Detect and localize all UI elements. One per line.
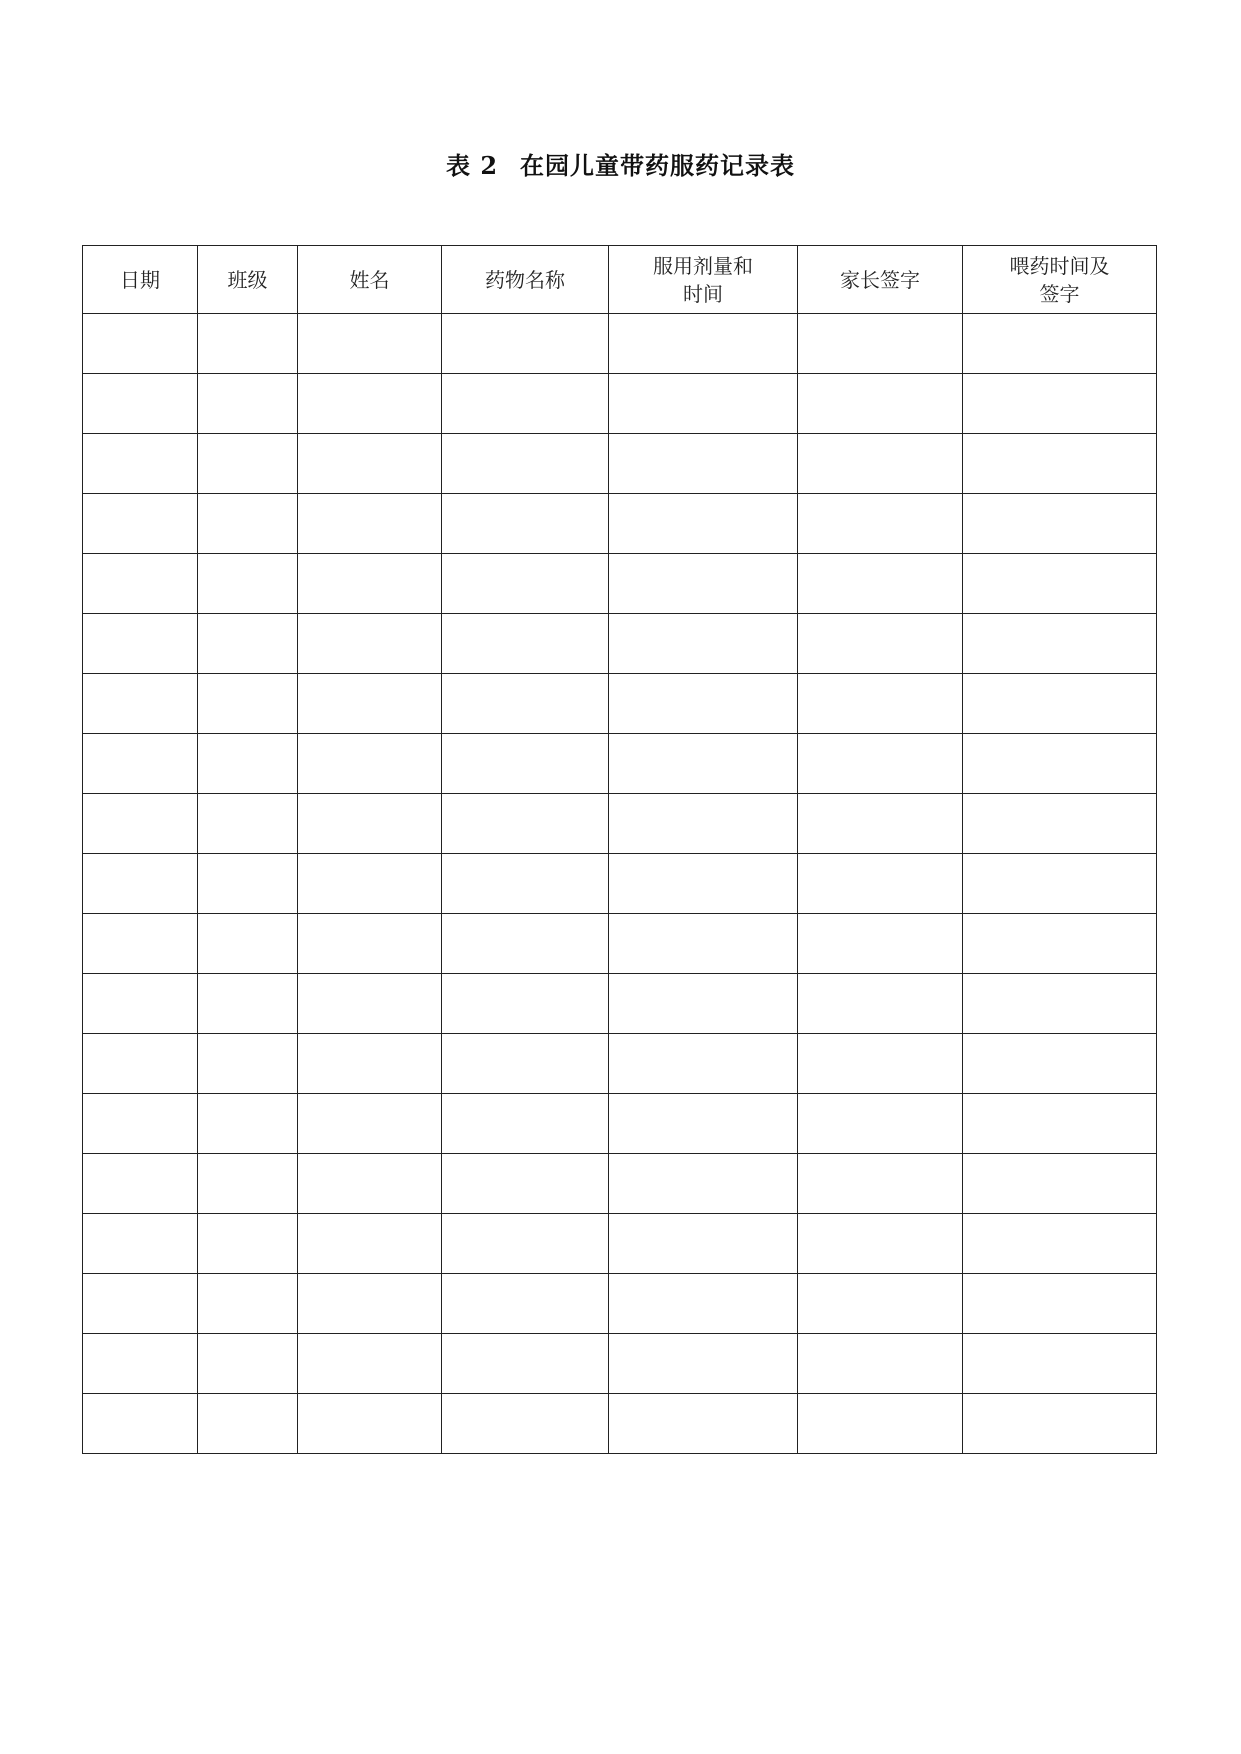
cell-date[interactable] (83, 1214, 198, 1274)
cell-parent-signature[interactable] (798, 1274, 963, 1334)
table-row (83, 794, 1157, 854)
cell-dosage-time[interactable] (609, 1094, 798, 1154)
cell-medicine-name[interactable] (442, 314, 609, 374)
cell-dosage-time[interactable] (609, 1334, 798, 1394)
cell-feeding-time-signature[interactable] (963, 614, 1157, 674)
cell-date[interactable] (83, 1394, 198, 1454)
cell-name[interactable] (298, 1334, 442, 1394)
cell-parent-signature[interactable] (798, 1214, 963, 1274)
table-row (83, 1334, 1157, 1394)
cell-dosage-time[interactable] (609, 1214, 798, 1274)
cell-name[interactable] (298, 614, 442, 674)
cell-date[interactable] (83, 1274, 198, 1334)
cell-parent-signature[interactable] (798, 1334, 963, 1394)
cell-class[interactable] (198, 1214, 298, 1274)
cell-date[interactable] (83, 854, 198, 914)
cell-medicine-name[interactable] (442, 374, 609, 434)
cell-class[interactable] (198, 1034, 298, 1094)
cell-date[interactable] (83, 1334, 198, 1394)
header-date: 日期 (83, 246, 198, 314)
cell-name[interactable] (298, 314, 442, 374)
cell-parent-signature[interactable] (798, 1394, 963, 1454)
cell-parent-signature[interactable] (798, 674, 963, 734)
cell-class[interactable] (198, 554, 298, 614)
header-row (83, 246, 1157, 314)
table-row (83, 554, 1157, 614)
cell-name[interactable] (298, 674, 442, 734)
cell-feeding-time-signature[interactable] (963, 374, 1157, 434)
cell-medicine-name[interactable] (442, 1394, 609, 1454)
header-medicine-name: 药物名称 (442, 246, 609, 314)
table-row (83, 434, 1157, 494)
cell-dosage-time[interactable] (609, 1034, 798, 1094)
header-dosage-time: 服用剂量和 时间 (609, 246, 798, 314)
cell-name[interactable] (298, 1094, 442, 1154)
cell-name[interactable] (298, 734, 442, 794)
cell-feeding-time-signature[interactable] (963, 794, 1157, 854)
cell-class[interactable] (198, 1274, 298, 1334)
cell-feeding-time-signature[interactable] (963, 494, 1157, 554)
cell-dosage-time[interactable] (609, 794, 798, 854)
cell-parent-signature[interactable] (798, 974, 963, 1034)
header-parent-signature: 家长签字 (798, 246, 963, 314)
cell-parent-signature[interactable] (798, 734, 963, 794)
cell-medicine-name[interactable] (442, 914, 609, 974)
cell-medicine-name[interactable] (442, 554, 609, 614)
cell-name[interactable] (298, 1214, 442, 1274)
cell-class[interactable] (198, 1334, 298, 1394)
table-number: 表 2 (445, 151, 499, 180)
cell-parent-signature[interactable] (798, 1034, 963, 1094)
table-row (83, 1154, 1157, 1214)
cell-parent-signature[interactable] (798, 554, 963, 614)
cell-feeding-time-signature[interactable] (963, 734, 1157, 794)
cell-date[interactable] (83, 674, 198, 734)
cell-class[interactable] (198, 1154, 298, 1214)
table-row (83, 1394, 1157, 1454)
cell-name[interactable] (298, 914, 442, 974)
table-row (83, 614, 1157, 674)
cell-feeding-time-signature[interactable] (963, 854, 1157, 914)
table-row (83, 494, 1157, 554)
table-row (83, 674, 1157, 734)
cell-date[interactable] (83, 554, 198, 614)
table-row (83, 854, 1157, 914)
cell-name[interactable] (298, 1394, 442, 1454)
cell-feeding-time-signature[interactable] (963, 1154, 1157, 1214)
cell-date[interactable] (83, 314, 198, 374)
cell-dosage-time[interactable] (609, 674, 798, 734)
cell-dosage-time[interactable] (609, 734, 798, 794)
cell-class[interactable] (198, 734, 298, 794)
cell-name[interactable] (298, 1274, 442, 1334)
cell-medicine-name[interactable] (442, 1214, 609, 1274)
cell-dosage-time[interactable] (609, 374, 798, 434)
cell-name[interactable] (298, 374, 442, 434)
cell-feeding-time-signature[interactable] (963, 1214, 1157, 1274)
cell-name[interactable] (298, 854, 442, 914)
cell-date[interactable] (83, 374, 198, 434)
table-row (83, 1214, 1157, 1274)
cell-name[interactable] (298, 1034, 442, 1094)
cell-class[interactable] (198, 374, 298, 434)
table-row (83, 734, 1157, 794)
cell-name[interactable] (298, 794, 442, 854)
cell-date[interactable] (83, 1094, 198, 1154)
cell-date[interactable] (83, 914, 198, 974)
cell-medicine-name[interactable] (442, 1034, 609, 1094)
cell-date[interactable] (83, 614, 198, 674)
cell-dosage-time[interactable] (609, 314, 798, 374)
cell-date[interactable] (83, 1154, 198, 1214)
cell-name[interactable] (298, 554, 442, 614)
cell-parent-signature[interactable] (798, 1094, 963, 1154)
cell-medicine-name[interactable] (442, 1094, 609, 1154)
cell-name[interactable] (298, 1154, 442, 1214)
table-row (83, 374, 1157, 434)
cell-class[interactable] (198, 434, 298, 494)
cell-feeding-time-signature[interactable] (963, 434, 1157, 494)
cell-class[interactable] (198, 674, 298, 734)
cell-dosage-time[interactable] (609, 614, 798, 674)
cell-parent-signature[interactable] (798, 914, 963, 974)
cell-name[interactable] (298, 434, 442, 494)
header-name: 姓名 (298, 246, 442, 314)
cell-feeding-time-signature[interactable] (963, 314, 1157, 374)
cell-dosage-time[interactable] (609, 974, 798, 1034)
cell-feeding-time-signature[interactable] (963, 1394, 1157, 1454)
table-title-text: 在园儿童带药服药记录表 (520, 151, 796, 180)
cell-date[interactable] (83, 794, 198, 854)
cell-class[interactable] (198, 1394, 298, 1454)
cell-name[interactable] (298, 494, 442, 554)
header-class: 班级 (198, 246, 298, 314)
cell-dosage-time[interactable] (609, 914, 798, 974)
table-row (83, 1094, 1157, 1154)
table-row (83, 314, 1157, 374)
cell-parent-signature[interactable] (798, 494, 963, 554)
cell-feeding-time-signature[interactable] (963, 974, 1157, 1034)
cell-parent-signature[interactable] (798, 434, 963, 494)
cell-dosage-time[interactable] (609, 854, 798, 914)
table-row (83, 914, 1157, 974)
header-feeding-time-signature: 喂药时间及 签字 (963, 246, 1157, 314)
cell-date[interactable] (83, 434, 198, 494)
cell-date[interactable] (83, 1034, 198, 1094)
cell-date[interactable] (83, 734, 198, 794)
cell-dosage-time[interactable] (609, 1274, 798, 1334)
cell-feeding-time-signature[interactable] (963, 1034, 1157, 1094)
cell-feeding-time-signature[interactable] (963, 1274, 1157, 1334)
cell-dosage-time[interactable] (609, 1154, 798, 1214)
cell-parent-signature[interactable] (798, 1154, 963, 1214)
cell-dosage-time[interactable] (609, 554, 798, 614)
cell-feeding-time-signature[interactable] (963, 914, 1157, 974)
cell-name[interactable] (298, 974, 442, 1034)
cell-medicine-name[interactable] (442, 674, 609, 734)
cell-medicine-name[interactable] (442, 1334, 609, 1394)
cell-medicine-name[interactable] (442, 614, 609, 674)
cell-medicine-name[interactable] (442, 794, 609, 854)
cell-dosage-time[interactable] (609, 1394, 798, 1454)
cell-medicine-name[interactable] (442, 434, 609, 494)
table-row (83, 1034, 1157, 1094)
cell-dosage-time[interactable] (609, 434, 798, 494)
cell-medicine-name[interactable] (442, 854, 609, 914)
table-body (83, 314, 1157, 1454)
cell-medicine-name[interactable] (442, 1154, 609, 1214)
cell-date[interactable] (83, 974, 198, 1034)
cell-class[interactable] (198, 974, 298, 1034)
cell-class[interactable] (198, 614, 298, 674)
cell-parent-signature[interactable] (798, 314, 963, 374)
cell-class[interactable] (198, 854, 298, 914)
page-title (0, 146, 1241, 181)
cell-parent-signature[interactable] (798, 854, 963, 914)
cell-class[interactable] (198, 1094, 298, 1154)
table-row (83, 1274, 1157, 1334)
cell-feeding-time-signature[interactable] (963, 1094, 1157, 1154)
cell-feeding-time-signature[interactable] (963, 1334, 1157, 1394)
cell-class[interactable] (198, 914, 298, 974)
cell-feeding-time-signature[interactable] (963, 554, 1157, 614)
cell-dosage-time[interactable] (609, 494, 798, 554)
medication-record-table (82, 245, 1157, 1454)
cell-medicine-name[interactable] (442, 974, 609, 1034)
cell-medicine-name[interactable] (442, 734, 609, 794)
table-row (83, 974, 1157, 1034)
cell-date[interactable] (83, 494, 198, 554)
cell-parent-signature[interactable] (798, 374, 963, 434)
cell-class[interactable] (198, 494, 298, 554)
cell-parent-signature[interactable] (798, 614, 963, 674)
cell-feeding-time-signature[interactable] (963, 674, 1157, 734)
cell-class[interactable] (198, 314, 298, 374)
cell-medicine-name[interactable] (442, 1274, 609, 1334)
cell-class[interactable] (198, 794, 298, 854)
cell-parent-signature[interactable] (798, 794, 963, 854)
cell-medicine-name[interactable] (442, 494, 609, 554)
